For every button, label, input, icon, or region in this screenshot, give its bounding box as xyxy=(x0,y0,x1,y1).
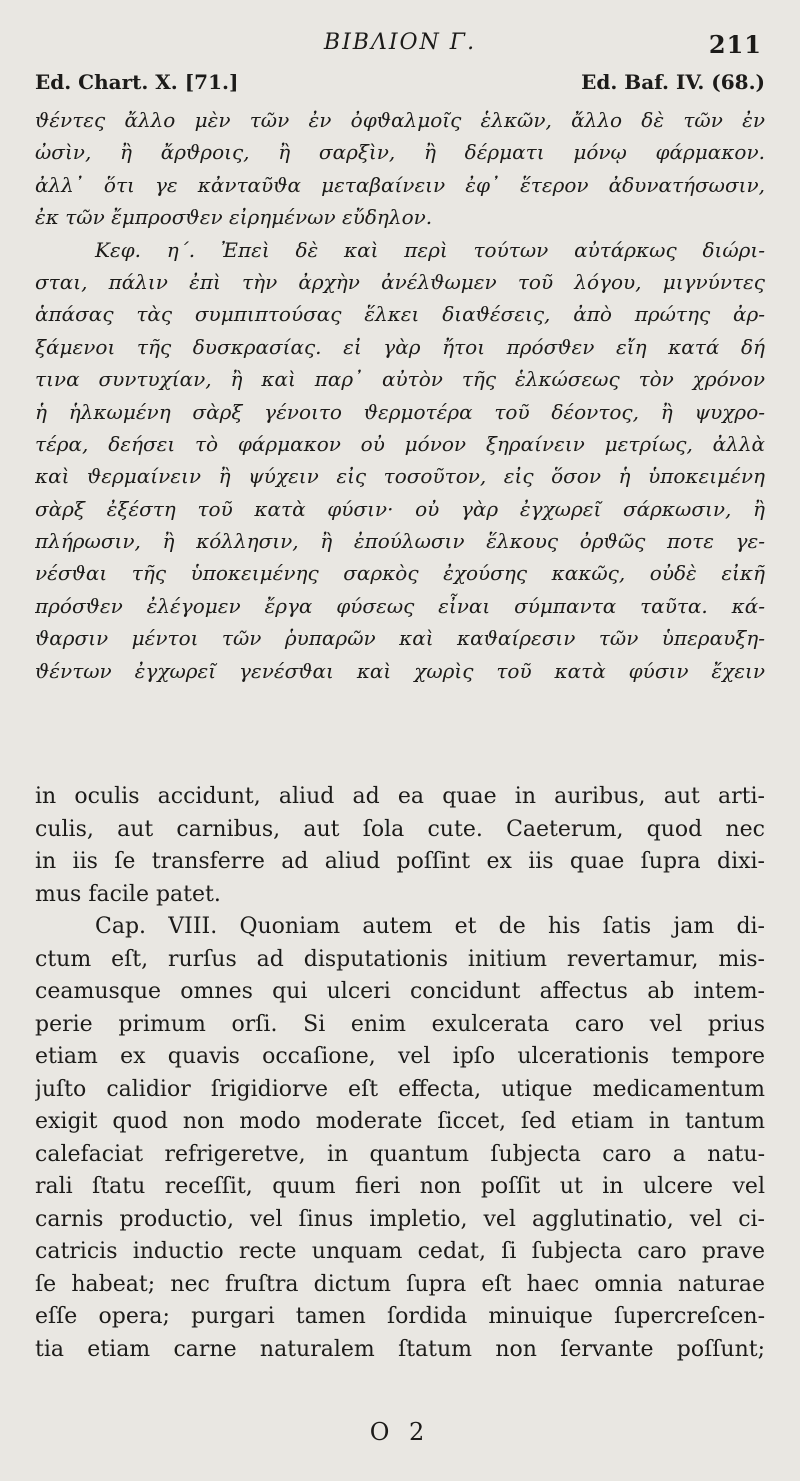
greek-line: καὶ ϑερμαίνειν ἢ ψύχειν εἰς τοσοῦτον, εἰς ὅσον ἡ ὑποκειμένη xyxy=(35,464,765,489)
latin-line: culis, aut carnibus, aut ſola cute. Caeterum, quod nec xyxy=(35,816,765,842)
latin-line: calefaciat refrigeretve, in quantum ſubjecta caro a natu- xyxy=(35,1141,765,1167)
latin-line: tia etiam carne naturalem ſtatum non ſervante poſſunt; xyxy=(35,1336,765,1362)
greek-line: ἐκ τῶν ἔμπροσϑεν εἰρημένων εὔδηλον. xyxy=(35,205,433,230)
greek-line: τινα συντυχίαν, ἢ καὶ παρ᾽ αὐτὸν τῆς ἑλκώσεως τὸν χρόνον xyxy=(35,367,765,392)
greek-line: πρόσϑεν ἐλέγομεν ἔργα φύσεως εἶναι σύμπαντα ταῦτα. κά- xyxy=(35,593,765,618)
latin-text-block xyxy=(35,781,765,1366)
greek-line: ἡ ἡλκωμένη σὰρξ γένοιτο ϑερμοτέρα τοῦ δέοντος, ἢ ψυχρο- xyxy=(35,399,765,424)
running-head xyxy=(0,30,800,60)
greek-line: ϑέντων ἐγχωρεῖ γενέσϑαι καὶ χωρὶς τοῦ κατὰ φύσιν ἔχειν xyxy=(35,658,765,683)
latin-line: carnis productio, vel ſinus impletio, vel agglutinatio, vel ci- xyxy=(35,1206,765,1232)
latin-line: juſto calidior ſrigidiorve eſt effecta, utique medicamentum xyxy=(35,1076,765,1102)
greek-line: σται, πάλιν ἐπὶ τὴν ἀρχὴν ἀνέλϑωμεν τοῦ λόγου, μιγνύντες xyxy=(35,269,765,294)
latin-line: in oculis accidunt, aliud ad ea quae in auribus, aut arti- xyxy=(35,784,765,809)
greek-chapter-heading-line: Κεφ. η΄. Ἐπεὶ δὲ καὶ περὶ τούτων αὐτάρκως διώρι- xyxy=(95,237,765,262)
latin-line: etiam ex quavis occaſione, vel ipſo ulcerationis tempore xyxy=(35,1044,765,1069)
greek-line: τέρα, δεήσει τὸ φάρμακον οὐ μόνον ξηραίνειν μετρίως, ἀλλὰ xyxy=(35,431,765,456)
greek-text-block xyxy=(35,104,765,687)
signature-mark: O 2 xyxy=(369,1418,431,1446)
greek-line: νέσϑαι τῆς ὑποκειμένης σαρκὸς ἐχούσης κακῶς, οὐδὲ εἰκῆ xyxy=(35,561,765,586)
greek-line: ἁπάσας τὰς συμπιπτούσας ἕλκει διαϑέσεις, ἀπὸ πρώτης ἀρ- xyxy=(35,302,765,327)
greek-line: σὰρξ ἐξέστη τοῦ κατὰ φύσιν· οὐ γὰρ ἐγχωρεῖ σάρκωσιν, ἢ xyxy=(35,496,765,521)
greek-line: ϑέντες ἄλλο μὲν τῶν ἐν ὀφϑαλμοῖς ἑλκῶν, ἄλλο δὲ τῶν ἐν xyxy=(35,108,765,132)
latin-line: perie primum orſi. Si enim exulcerata caro vel prius xyxy=(35,1011,765,1037)
edition-references xyxy=(35,70,765,100)
greek-line: ἀλλ᾽ ὅτι γε κἀνταῦϑα μεταβαίνειν ἐφ᾽ ἕτερον ἀδυνατήσωσιν, xyxy=(35,172,765,197)
greek-line: πλήρωσιν, ἢ κόλλησιν, ἢ ἐπούλωσιν ἕλκους ὀρϑῶς ποτε γε- xyxy=(35,529,765,554)
greek-line: ϑαρσιν μέντοι τῶν ῥυπαρῶν καὶ καϑαίρεσιν τῶν ὑπεραυξη- xyxy=(35,626,765,651)
latin-line: in iis ſe transferre ad aliud poſſint ex iis quae ſupra dixi- xyxy=(35,849,765,874)
running-title: BIBΛION Γ. xyxy=(323,30,477,55)
latin-line: exigit quod non modo moderate ſiccet, ſed etiam in tantum xyxy=(35,1109,765,1134)
latin-line: ctum eſt, rurſus ad disputationis initium revertamur, mis- xyxy=(35,946,765,972)
latin-line: rali ſtatu receſſit, quum fieri non poſſit ut in ulcere vel xyxy=(35,1174,765,1199)
latin-line: eſſe opera; purgari tamen ſordida minuique ſupercreſcen- xyxy=(35,1304,765,1329)
page-number: 211 xyxy=(708,30,762,59)
greek-line: ὠσὶν, ἢ ἄρϑροις, ἢ σαρξὶν, ἢ δέρματι μόνῳ φάρμακον. xyxy=(35,140,765,165)
greek-line: ξάμενοι τῆς δυσκρασίας. εἰ γὰρ ἤτοι πρόσϑεν εἴη κατά δή xyxy=(35,334,765,359)
latin-line: ceamusque omnes qui ulceri concidunt affectus ab intem- xyxy=(35,979,765,1004)
edition-ref-chartier: Ed. Chart. X. [71.] xyxy=(35,70,239,94)
latin-line: catricis inductio recte unquam cedat, ſi ſubjecta caro prave xyxy=(35,1239,765,1264)
edition-ref-basel: Ed. Baf. IV. (68.) xyxy=(581,70,765,94)
latin-line: ſe habeat; nec fruſtra dictum ſupra eſt haec omnia naturae xyxy=(35,1271,765,1297)
latin-line: mus facile patet. xyxy=(35,881,221,907)
latin-chapter-heading-line: Cap. VIII. Quoniam autem et de his ſatis jam di- xyxy=(95,914,765,939)
